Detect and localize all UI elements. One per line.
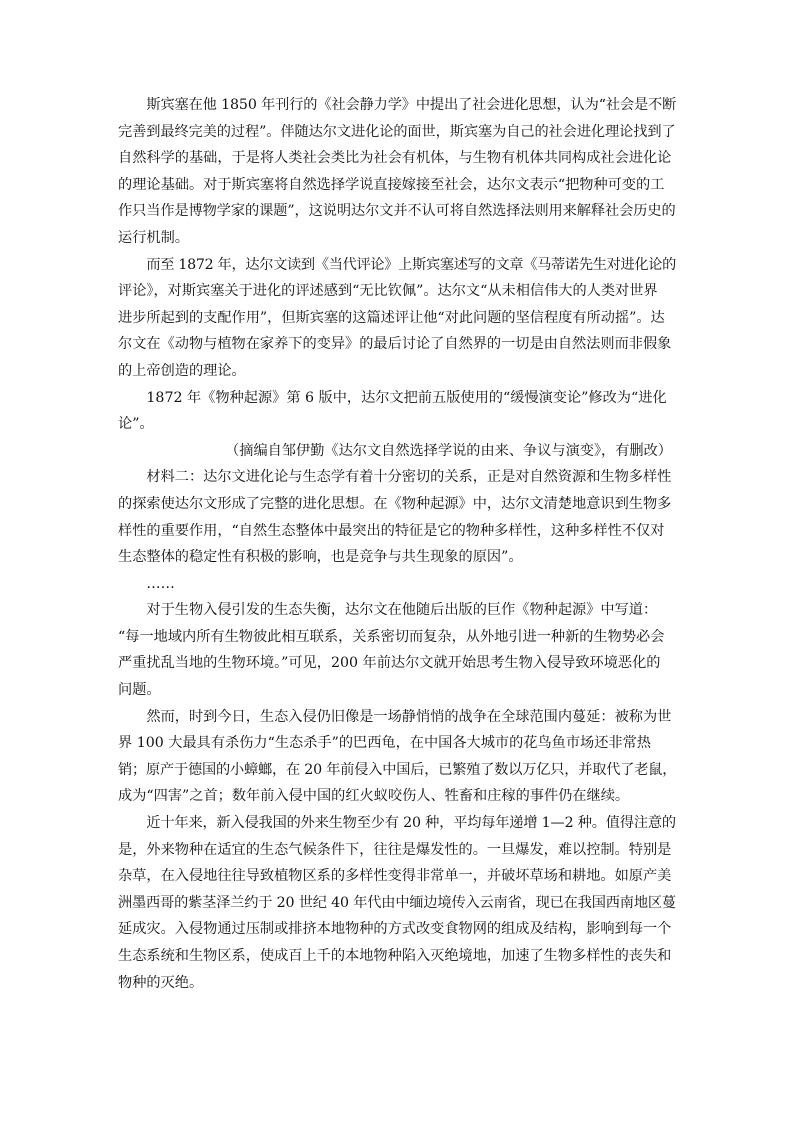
- text-line: 界 100 大最具有杀伤力“生态杀手”的巴西龟，在中国各大城市的花鸟鱼市场还非常热: [118, 735, 651, 752]
- text-line: 材料二：达尔文进化论与生态学有着十分密切的关系，正是对自然资源和生物多样性: [146, 469, 672, 486]
- text-line: 进步所起到的支配作用”，但斯宾塞的这篇述评让他“对此问题的坚信程度有所动摇”。达: [118, 309, 665, 326]
- text-line: 成为“四害”之首；数年前入侵中国的红火蚁咬伤人、牲畜和庄稼的事件仍在继续。: [118, 788, 630, 805]
- text-line: 论”。: [118, 416, 154, 433]
- text-line: 评论》，对斯宾塞关于进化的评述感到“无比钦佩”。达尔文“从未相信伟大的人类对世界: [118, 283, 658, 300]
- paragraph-recent-decade: [118, 810, 676, 996]
- text-line: 样性的重要作用，“自然生态整体中最突出的特征是它的物种多样性，这种多样性不仅对: [118, 522, 665, 539]
- text-line: 问题。: [118, 682, 161, 699]
- text-line: 的理论基础。对于斯宾塞将自然选择学说直接嫁接至社会，达尔文表示“把物种可变的工: [118, 176, 665, 193]
- paragraph-darwin-1872: [118, 252, 676, 385]
- text-line: 物种的灭绝。: [118, 974, 204, 991]
- paragraph-invasion-intro: [118, 597, 676, 703]
- text-line: 近十年来，新入侵我国的外来生物至少有 20 种，平均每年递增 1—2 种。值得注意的: [146, 815, 676, 832]
- text-line: 销；原产于德国的小蟑螂，在 20 年前侵入中国后，已繁殖了数以万亿只，并取代了老鼠，: [118, 761, 677, 778]
- text-line: 生态整体的稳定性有积极的影响，也是竞争与共生现象的原因”。: [118, 549, 523, 566]
- text-line: 的探索使达尔文形成了完整的进化思想。在《物种起源》中，达尔文清楚地意识到生物多: [118, 495, 672, 512]
- text-line: 严重扰乱当地的生物环境。”可见，200 年前达尔文就开始思考生物入侵导致环境恶化的: [118, 655, 661, 672]
- text-line: 生态系统和生物区系，使成百上千的本地物种陷入灭绝境地，加速了生物多样性的丧失和: [118, 948, 672, 964]
- ellipsis-marker: ……: [146, 575, 175, 592]
- source-citation: [118, 438, 676, 465]
- text-line: 洲墨西哥的紫茎泽兰约于 20 世纪 40 年代由中缅边境传入云南省，现已在我国西南地区蔓: [118, 894, 676, 911]
- paragraph-invasion-today: [118, 704, 676, 810]
- text-line: 延成灾。入侵物通过压制或排挤本地物种的方式改变食物网的组成及结构，影响到每一个: [118, 921, 672, 938]
- text-line: 是，外来物种在适宜的生态气候条件下，往往是爆发性的。一旦爆发，难以控制。特别是: [118, 841, 672, 858]
- text-line: 完善到最终完美的过程”。伴随达尔文进化论的面世，斯宾塞为自己的社会进化理论找到了: [118, 123, 676, 140]
- text-line: 1872 年《物种起源》第 6 版中，达尔文把前五版使用的“缓慢演变论”修改为“进化: [146, 389, 667, 406]
- text-line: 运行机制。: [118, 229, 189, 246]
- text-line: 的上帝创造的理论。: [118, 362, 246, 379]
- text-line: 尔文在《动物与植物在家养下的变异》的最后讨论了自然界的一切是由自然法则而非假象: [118, 336, 672, 353]
- paragraph-material-2: [118, 464, 676, 570]
- text-line: 对于生物入侵引发的生态失衡，达尔文在他随后出版的巨作《物种起源》中写道：: [146, 602, 658, 619]
- citation-text: （摘编自邹伊勤《达尔文自然选择学说的由来、争议与演变》，有删改）: [225, 442, 672, 459]
- article-body: [118, 92, 676, 996]
- text-line: 斯宾塞在他 1850 年刊行的《社会静力学》中提出了社会进化思想，认为“社会是不断: [146, 97, 677, 113]
- text-line: 而至 1872 年，达尔文读到《当代评论》上斯宾塞述写的文章《马蒂诺先生对进化论的: [146, 256, 677, 273]
- paragraph-origin-6th-edition: [118, 385, 676, 438]
- text-line: 杂草，在入侵地往往导致植物区系的多样性变得非常单一，并破坏草场和耕地。如原产美: [118, 868, 672, 885]
- text-line: “每一地域内所有生物彼此相互联系，关系密切而复杂，从外地引进一种新的生物势必会: [118, 628, 665, 645]
- text-line: 自然科学的基础，于是将人类社会类比为社会有机体，与生物有机体共同构成社会进化论: [118, 150, 672, 167]
- text-line: 作只当作是博物学家的课题”，这说明达尔文并不认可将自然选择法则用来解释社会历史的: [118, 203, 676, 220]
- paragraph-spencer-1850: [118, 92, 676, 252]
- text-line: 然而，时到今日，生态入侵仍旧像是一场静悄悄的战争在全球范围内蔓延：被称为世: [146, 708, 672, 725]
